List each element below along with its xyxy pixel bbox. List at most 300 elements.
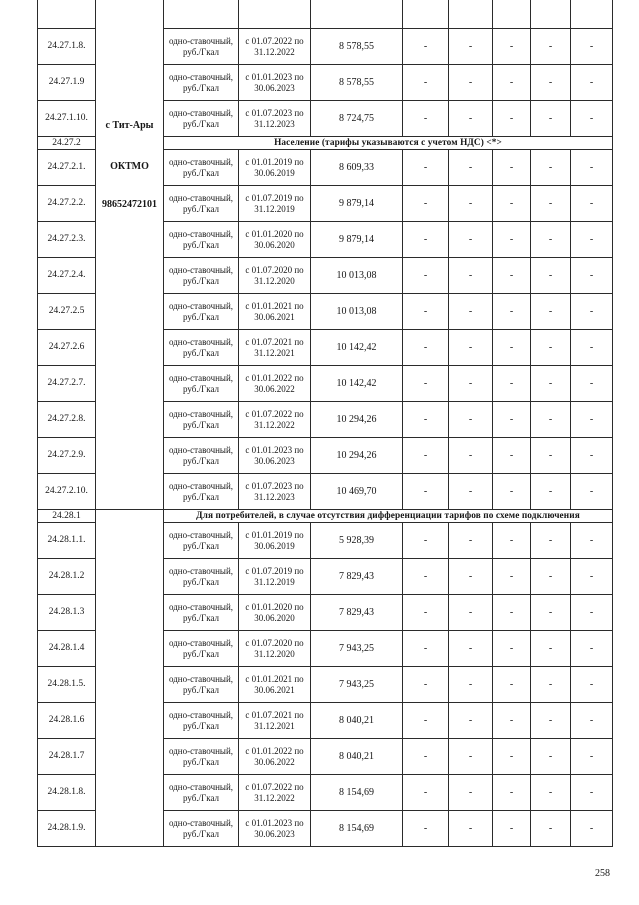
dash-mark: - [571, 559, 613, 595]
dash-mark: - [449, 101, 493, 137]
row-number: 24.28.1.7 [38, 739, 96, 775]
tariff-type-line: руб./Гкал [182, 792, 220, 803]
dash-mark: - [493, 595, 531, 631]
tariff-value: 9 879,14 [311, 186, 403, 222]
tariff-type [164, 222, 239, 258]
table-row-cut [38, 0, 613, 29]
period-line: 31.12.2023 [254, 491, 295, 502]
tariff-type-line: руб./Гкал [182, 720, 220, 731]
tariff-type [164, 438, 239, 474]
row-number: 24.27.2 [38, 137, 96, 150]
period-line: с 01.07.2022 по [245, 408, 304, 419]
dash-mark: - [403, 150, 449, 186]
tariff-type [164, 366, 239, 402]
period-line: с 01.01.2021 по [245, 300, 304, 311]
dash-mark: - [531, 366, 571, 402]
period-line: 31.12.2023 [254, 118, 295, 129]
tariff-type-line: руб./Гкал [182, 455, 220, 466]
tariff-type [164, 775, 239, 811]
tariff-value: 10 294,26 [311, 438, 403, 474]
row-number: 24.27.2.3. [38, 222, 96, 258]
dash-mark: - [493, 811, 531, 847]
dash-mark: - [403, 29, 449, 65]
period [239, 474, 311, 510]
tariff-type [164, 523, 239, 559]
dash-mark: - [531, 29, 571, 65]
tariff-value: 10 013,08 [311, 258, 403, 294]
dash-mark: - [403, 703, 449, 739]
dash-mark: - [531, 186, 571, 222]
dash-mark: - [493, 294, 531, 330]
dash-mark: - [493, 65, 531, 101]
row-number: 24.28.1.1. [38, 523, 96, 559]
dash-mark: - [403, 330, 449, 366]
tariff-type-line: одно-ставочный, [168, 817, 234, 828]
period [239, 703, 311, 739]
tariff-value: 8 040,21 [311, 703, 403, 739]
dash-mark: - [403, 222, 449, 258]
period [239, 667, 311, 703]
period-line: 31.12.2022 [254, 792, 295, 803]
dash-mark: - [571, 595, 613, 631]
period [239, 438, 311, 474]
tariff-value: 10 142,42 [311, 366, 403, 402]
tariff-type-line: одно-ставочный, [168, 444, 234, 455]
period [239, 595, 311, 631]
period [239, 29, 311, 65]
dash-mark: - [403, 101, 449, 137]
dash-mark: - [449, 402, 493, 438]
dash-mark: - [531, 150, 571, 186]
period [239, 65, 311, 101]
dash-mark: - [403, 559, 449, 595]
period [239, 631, 311, 667]
dash-mark: - [493, 739, 531, 775]
tariff-type-line: руб./Гкал [182, 239, 220, 250]
tariff-type [164, 65, 239, 101]
dash-mark: - [449, 150, 493, 186]
period-line: 30.06.2022 [254, 383, 295, 394]
dash-mark: - [403, 775, 449, 811]
period-line: с 01.07.2020 по [245, 637, 304, 648]
tariff-type-line: одно-ставочный, [168, 673, 234, 684]
tariff-value: 10 013,08 [311, 294, 403, 330]
dash-mark: - [531, 559, 571, 595]
row-number: 24.28.1.4 [38, 631, 96, 667]
tariff-type-line: руб./Гкал [182, 383, 220, 394]
period-line: 31.12.2021 [254, 347, 295, 358]
period-line: с 01.01.2019 по [245, 156, 304, 167]
dash-mark: - [571, 402, 613, 438]
page-number: 258 [595, 868, 610, 879]
dash-mark: - [531, 667, 571, 703]
tariff-type [164, 631, 239, 667]
dash-mark: - [403, 667, 449, 703]
row-number: 24.28.1.6 [38, 703, 96, 739]
dash-mark: - [531, 294, 571, 330]
period [239, 330, 311, 366]
tariff-value: 8 724,75 [311, 101, 403, 137]
dash-mark: - [449, 703, 493, 739]
dash-mark: - [493, 101, 531, 137]
tariff-type-line: руб./Гкал [182, 491, 220, 502]
tariff-type-line: одно-ставочный, [168, 228, 234, 239]
period-line: с 01.07.2019 по [245, 192, 304, 203]
row-number: 24.27.1.9 [38, 65, 96, 101]
dash-mark: - [403, 366, 449, 402]
row-number: 24.28.1.8. [38, 775, 96, 811]
dash-mark: - [493, 438, 531, 474]
period-line: 31.12.2020 [254, 275, 295, 286]
dash-mark: - [449, 775, 493, 811]
period-line: с 01.07.2021 по [245, 336, 304, 347]
dash-mark: - [403, 739, 449, 775]
dash-mark: - [449, 330, 493, 366]
dash-mark: - [449, 366, 493, 402]
tariff-type-line: одно-ставочный, [168, 565, 234, 576]
period [239, 186, 311, 222]
dash-mark: - [531, 101, 571, 137]
dash-mark: - [531, 258, 571, 294]
tariff-type-line: руб./Гкал [182, 347, 220, 358]
dash-mark: - [571, 294, 613, 330]
period-line: с 01.01.2023 по [245, 71, 304, 82]
period-line: 31.12.2020 [254, 648, 295, 659]
tariff-value: 7 829,43 [311, 595, 403, 631]
tariff-type-line: руб./Гкал [182, 576, 220, 587]
dash-mark: - [449, 595, 493, 631]
period [239, 294, 311, 330]
tariff-value: 9 879,14 [311, 222, 403, 258]
period [239, 775, 311, 811]
dash-mark: - [449, 523, 493, 559]
dash-mark: - [531, 703, 571, 739]
row-number: 24.27.2.4. [38, 258, 96, 294]
dash-mark: - [493, 631, 531, 667]
tariff-type-line: одно-ставочный, [168, 71, 234, 82]
tariff-type-line: руб./Гкал [182, 118, 220, 129]
tariff-value: 8 578,55 [311, 29, 403, 65]
dash-mark: - [493, 29, 531, 65]
tariff-type-line: одно-ставочный, [168, 107, 234, 118]
dash-mark: - [571, 65, 613, 101]
dash-mark: - [531, 595, 571, 631]
dash-mark: - [493, 258, 531, 294]
empty-cell [311, 0, 403, 29]
group-title: Население (тарифы указываются с учетом НДС) <*> [164, 137, 613, 150]
period-line: с 01.01.2020 по [245, 228, 304, 239]
tariff-value: 10 294,26 [311, 402, 403, 438]
dash-mark: - [571, 811, 613, 847]
dash-mark: - [403, 294, 449, 330]
dash-mark: - [571, 258, 613, 294]
tariff-value: 10 142,42 [311, 330, 403, 366]
period-line: с 01.07.2020 по [245, 264, 304, 275]
tariff-value: 8 609,33 [311, 150, 403, 186]
period-line: с 01.01.2020 по [245, 601, 304, 612]
dash-mark: - [493, 222, 531, 258]
dash-mark: - [571, 222, 613, 258]
row-number: 24.27.2.1. [38, 150, 96, 186]
dash-mark: - [493, 474, 531, 510]
period-line: с 01.07.2023 по [245, 480, 304, 491]
row-number: 24.27.2.6 [38, 330, 96, 366]
tariff-type-line: одно-ставочный, [168, 745, 234, 756]
dash-mark: - [531, 402, 571, 438]
dash-mark: - [531, 474, 571, 510]
tariff-value: 10 469,70 [311, 474, 403, 510]
tariff-table-body [38, 0, 613, 847]
period-line: 31.12.2019 [254, 576, 295, 587]
row-number: 24.27.2.8. [38, 402, 96, 438]
dash-mark: - [449, 739, 493, 775]
dash-mark: - [571, 330, 613, 366]
dash-mark: - [449, 438, 493, 474]
tariff-value: 5 928,39 [311, 523, 403, 559]
dash-mark: - [449, 186, 493, 222]
tariff-type-line: одно-ставочный, [168, 480, 234, 491]
dash-mark: - [403, 595, 449, 631]
dash-mark: - [449, 29, 493, 65]
period-line: с 01.01.2019 по [245, 529, 304, 540]
tariff-type [164, 474, 239, 510]
period-line: с 01.07.2019 по [245, 565, 304, 576]
tariff-type [164, 258, 239, 294]
period [239, 559, 311, 595]
dash-mark: - [531, 330, 571, 366]
locality-cell [96, 510, 164, 847]
period-line: 30.06.2020 [254, 239, 295, 250]
tariff-type-line: руб./Гкал [182, 275, 220, 286]
tariff-type [164, 330, 239, 366]
dash-mark: - [571, 474, 613, 510]
group-row [38, 510, 613, 523]
period [239, 366, 311, 402]
row-number: 24.28.1.3 [38, 595, 96, 631]
tariff-type-line: одно-ставочный, [168, 637, 234, 648]
dash-mark: - [449, 667, 493, 703]
period [239, 811, 311, 847]
tariff-type [164, 294, 239, 330]
dash-mark: - [531, 631, 571, 667]
locality-line: ОКТМО [110, 161, 149, 172]
tariff-type-line: одно-ставочный, [168, 336, 234, 347]
tariff-type-line: одно-ставочный, [168, 372, 234, 383]
row-number: 24.28.1.2 [38, 559, 96, 595]
tariff-type [164, 101, 239, 137]
tariff-type [164, 402, 239, 438]
tariff-table [37, 0, 613, 847]
dash-mark: - [571, 438, 613, 474]
tariff-type-line: одно-ставочный, [168, 408, 234, 419]
dash-mark: - [493, 366, 531, 402]
row-number: 24.27.2.7. [38, 366, 96, 402]
period-line: 30.06.2023 [254, 455, 295, 466]
row-number: 24.27.1.8. [38, 29, 96, 65]
period-line: с 01.01.2021 по [245, 673, 304, 684]
dash-mark: - [571, 29, 613, 65]
tariff-type-line: руб./Гкал [182, 828, 220, 839]
dash-mark: - [531, 739, 571, 775]
period-line: 30.06.2019 [254, 167, 295, 178]
tariff-type-line: одно-ставочный, [168, 300, 234, 311]
tariff-type-line: руб./Гкал [182, 311, 220, 322]
dash-mark: - [403, 811, 449, 847]
empty-cell [493, 0, 531, 29]
period-line: с 01.07.2021 по [245, 709, 304, 720]
period-line: с 01.07.2022 по [245, 781, 304, 792]
tariff-value: 8 154,69 [311, 775, 403, 811]
row-number: 24.28.1.9. [38, 811, 96, 847]
dash-mark: - [493, 523, 531, 559]
tariff-type [164, 595, 239, 631]
dash-mark: - [403, 523, 449, 559]
dash-mark: - [403, 402, 449, 438]
row-number: 24.27.2.5 [38, 294, 96, 330]
tariff-type [164, 29, 239, 65]
dash-mark: - [449, 559, 493, 595]
period-line: с 01.01.2022 по [245, 372, 304, 383]
tariff-type-line: руб./Гкал [182, 419, 220, 430]
row-number: 24.27.1.10. [38, 101, 96, 137]
dash-mark: - [493, 402, 531, 438]
dash-mark: - [571, 667, 613, 703]
row-number: 24.28.1 [38, 510, 96, 523]
tariff-type [164, 703, 239, 739]
dash-mark: - [449, 474, 493, 510]
dash-mark: - [493, 775, 531, 811]
tariff-type-line: руб./Гкал [182, 167, 220, 178]
period-line: с 01.01.2022 по [245, 745, 304, 756]
tariff-type [164, 559, 239, 595]
empty-cell [403, 0, 449, 29]
period-line: с 01.01.2023 по [245, 444, 304, 455]
tariff-type-line: одно-ставочный, [168, 709, 234, 720]
tariff-type [164, 667, 239, 703]
period-line: с 01.07.2022 по [245, 35, 304, 46]
period-line: с 01.07.2023 по [245, 107, 304, 118]
dash-mark: - [571, 703, 613, 739]
locality-cell [96, 0, 164, 510]
period-line: 30.06.2023 [254, 82, 295, 93]
dash-mark: - [403, 258, 449, 294]
row-number: 24.27.2.10. [38, 474, 96, 510]
row-number: 24.27.2.2. [38, 186, 96, 222]
tariff-type-line: одно-ставочный, [168, 781, 234, 792]
dash-mark: - [493, 703, 531, 739]
tariff-type-line: руб./Гкал [182, 46, 220, 57]
group-title: Для потребителей, в случае отсутствия дифференциации тарифов по схеме подключения [164, 510, 613, 523]
dash-mark: - [531, 438, 571, 474]
dash-mark: - [493, 667, 531, 703]
dash-mark: - [449, 65, 493, 101]
locality-line: 98652472101 [102, 199, 157, 210]
tariff-type-line: одно-ставочный, [168, 35, 234, 46]
tariff-type-line: руб./Гкал [182, 756, 220, 767]
dash-mark: - [571, 150, 613, 186]
tariff-type [164, 811, 239, 847]
tariff-type [164, 739, 239, 775]
tariff-type [164, 150, 239, 186]
dash-mark: - [493, 559, 531, 595]
period-line: с 01.01.2023 по [245, 817, 304, 828]
dash-mark: - [493, 186, 531, 222]
dash-mark: - [571, 739, 613, 775]
dash-mark: - [449, 294, 493, 330]
period-line: 31.12.2022 [254, 419, 295, 430]
period-line: 31.12.2022 [254, 46, 295, 57]
tariff-type-line: руб./Гкал [182, 684, 220, 695]
empty-cell [239, 0, 311, 29]
dash-mark: - [571, 186, 613, 222]
period-line: 30.06.2022 [254, 756, 295, 767]
tariff-type-line: руб./Гкал [182, 540, 220, 551]
period-line: 30.06.2023 [254, 828, 295, 839]
dash-mark: - [531, 523, 571, 559]
dash-mark: - [449, 258, 493, 294]
dash-mark: - [571, 631, 613, 667]
tariff-type-line: одно-ставочный, [168, 192, 234, 203]
row-number-cell [38, 0, 96, 29]
tariff-value: 8 154,69 [311, 811, 403, 847]
tariff-type-line: руб./Гкал [182, 648, 220, 659]
row-number: 24.28.1.5. [38, 667, 96, 703]
period [239, 101, 311, 137]
dash-mark: - [449, 811, 493, 847]
tariff-type-line: руб./Гкал [182, 203, 220, 214]
period-line: 31.12.2021 [254, 720, 295, 731]
dash-mark: - [493, 330, 531, 366]
period [239, 150, 311, 186]
tariff-value: 7 943,25 [311, 631, 403, 667]
period-line: 30.06.2021 [254, 311, 295, 322]
tariff-type-line: руб./Гкал [182, 612, 220, 623]
dash-mark: - [571, 523, 613, 559]
dash-mark: - [493, 150, 531, 186]
dash-mark: - [571, 366, 613, 402]
tariff-type-line: одно-ставочный, [168, 264, 234, 275]
period-line: 30.06.2021 [254, 684, 295, 695]
tariff-value: 8 578,55 [311, 65, 403, 101]
dash-mark: - [449, 222, 493, 258]
locality-line: с Тит-Ары [105, 120, 154, 131]
dash-mark: - [531, 811, 571, 847]
dash-mark: - [403, 631, 449, 667]
tariff-type-line: одно-ставочный, [168, 601, 234, 612]
period [239, 402, 311, 438]
empty-cell [449, 0, 493, 29]
dash-mark: - [403, 474, 449, 510]
tariff-type-line: одно-ставочный, [168, 156, 234, 167]
period-line: 30.06.2019 [254, 540, 295, 551]
dash-mark: - [531, 222, 571, 258]
tariff-type [164, 186, 239, 222]
tariff-type-line: одно-ставочный, [168, 529, 234, 540]
empty-cell [531, 0, 571, 29]
period-line: 31.12.2019 [254, 203, 295, 214]
period [239, 222, 311, 258]
dash-mark: - [403, 65, 449, 101]
tariff-type-line: руб./Гкал [182, 82, 220, 93]
dash-mark: - [571, 775, 613, 811]
row-number: 24.27.2.9. [38, 438, 96, 474]
tariff-value: 7 829,43 [311, 559, 403, 595]
tariff-value: 8 040,21 [311, 739, 403, 775]
dash-mark: - [403, 438, 449, 474]
period [239, 258, 311, 294]
dash-mark: - [403, 186, 449, 222]
dash-mark: - [449, 631, 493, 667]
